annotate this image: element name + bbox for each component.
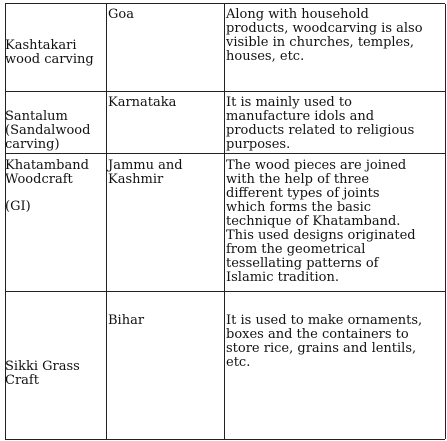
description-cell bbox=[224, 292, 445, 439]
craft-name-line: Woodcraft bbox=[5, 172, 73, 187]
craft-name-line: Santalum bbox=[5, 109, 68, 124]
description-line: which forms the basic bbox=[226, 200, 372, 215]
state-cell bbox=[106, 4, 224, 92]
description-line: purposes. bbox=[226, 137, 291, 152]
description-line: etc. bbox=[226, 355, 251, 370]
table-row bbox=[5, 3, 445, 92]
state-line: Bihar bbox=[108, 313, 145, 328]
state-line: Karnataka bbox=[108, 95, 177, 110]
state-line: Kashmir bbox=[108, 172, 164, 187]
description-line: houses, etc. bbox=[226, 49, 305, 64]
description-line: products related to religious bbox=[226, 123, 415, 138]
description-line: store rice, grains and lentils, bbox=[226, 341, 417, 356]
craft-name-line: wood carving bbox=[5, 52, 94, 67]
state-line: Goa bbox=[108, 7, 134, 22]
description-line: manufacture idols and bbox=[226, 109, 375, 124]
craft-name-line: Kashtakari bbox=[5, 38, 77, 53]
description-line: It is used to make ornaments, bbox=[226, 313, 423, 328]
craft-name-cell bbox=[5, 92, 106, 154]
craft-name-cell bbox=[5, 154, 106, 292]
craft-name-line: (GI) bbox=[5, 199, 31, 214]
table-row bbox=[5, 291, 445, 440]
description-line: This used designs originated bbox=[226, 228, 416, 243]
description-line: It is mainly used to bbox=[226, 95, 352, 110]
description-line: different types of joints bbox=[226, 186, 380, 201]
state-cell bbox=[106, 292, 224, 439]
state-line: Jammu and bbox=[108, 158, 183, 173]
description-line: Islamic tradition. bbox=[226, 270, 339, 285]
description-line: boxes and the containers to bbox=[226, 327, 409, 342]
craft-name-line: Khatamband bbox=[5, 158, 89, 173]
description-cell bbox=[224, 4, 445, 92]
description-line: tessellating patterns of bbox=[226, 256, 379, 271]
state-cell bbox=[106, 92, 224, 154]
description-line: technique of Khatamband. bbox=[226, 214, 401, 229]
craft-name-cell bbox=[5, 292, 106, 439]
description-line: visible in churches, temples, bbox=[226, 35, 415, 50]
state-cell bbox=[106, 154, 224, 292]
description-cell bbox=[224, 154, 445, 292]
craft-name-cell bbox=[5, 4, 106, 92]
table-row bbox=[5, 153, 445, 292]
table-row bbox=[5, 91, 445, 154]
craft-name-line: Craft bbox=[5, 373, 39, 388]
description-line: from the geometrical bbox=[226, 242, 366, 257]
description-line: The wood pieces are joined bbox=[226, 158, 407, 173]
craft-name-line: carving) bbox=[5, 137, 60, 152]
description-line: with the help of three bbox=[226, 172, 370, 187]
description-line: Along with household bbox=[226, 7, 369, 22]
craft-name-line: Sikki Grass bbox=[5, 359, 80, 374]
description-cell bbox=[224, 92, 445, 154]
description-line: products, woodcarving is also bbox=[226, 21, 423, 36]
craft-name-line: (Sandalwood bbox=[5, 123, 91, 138]
